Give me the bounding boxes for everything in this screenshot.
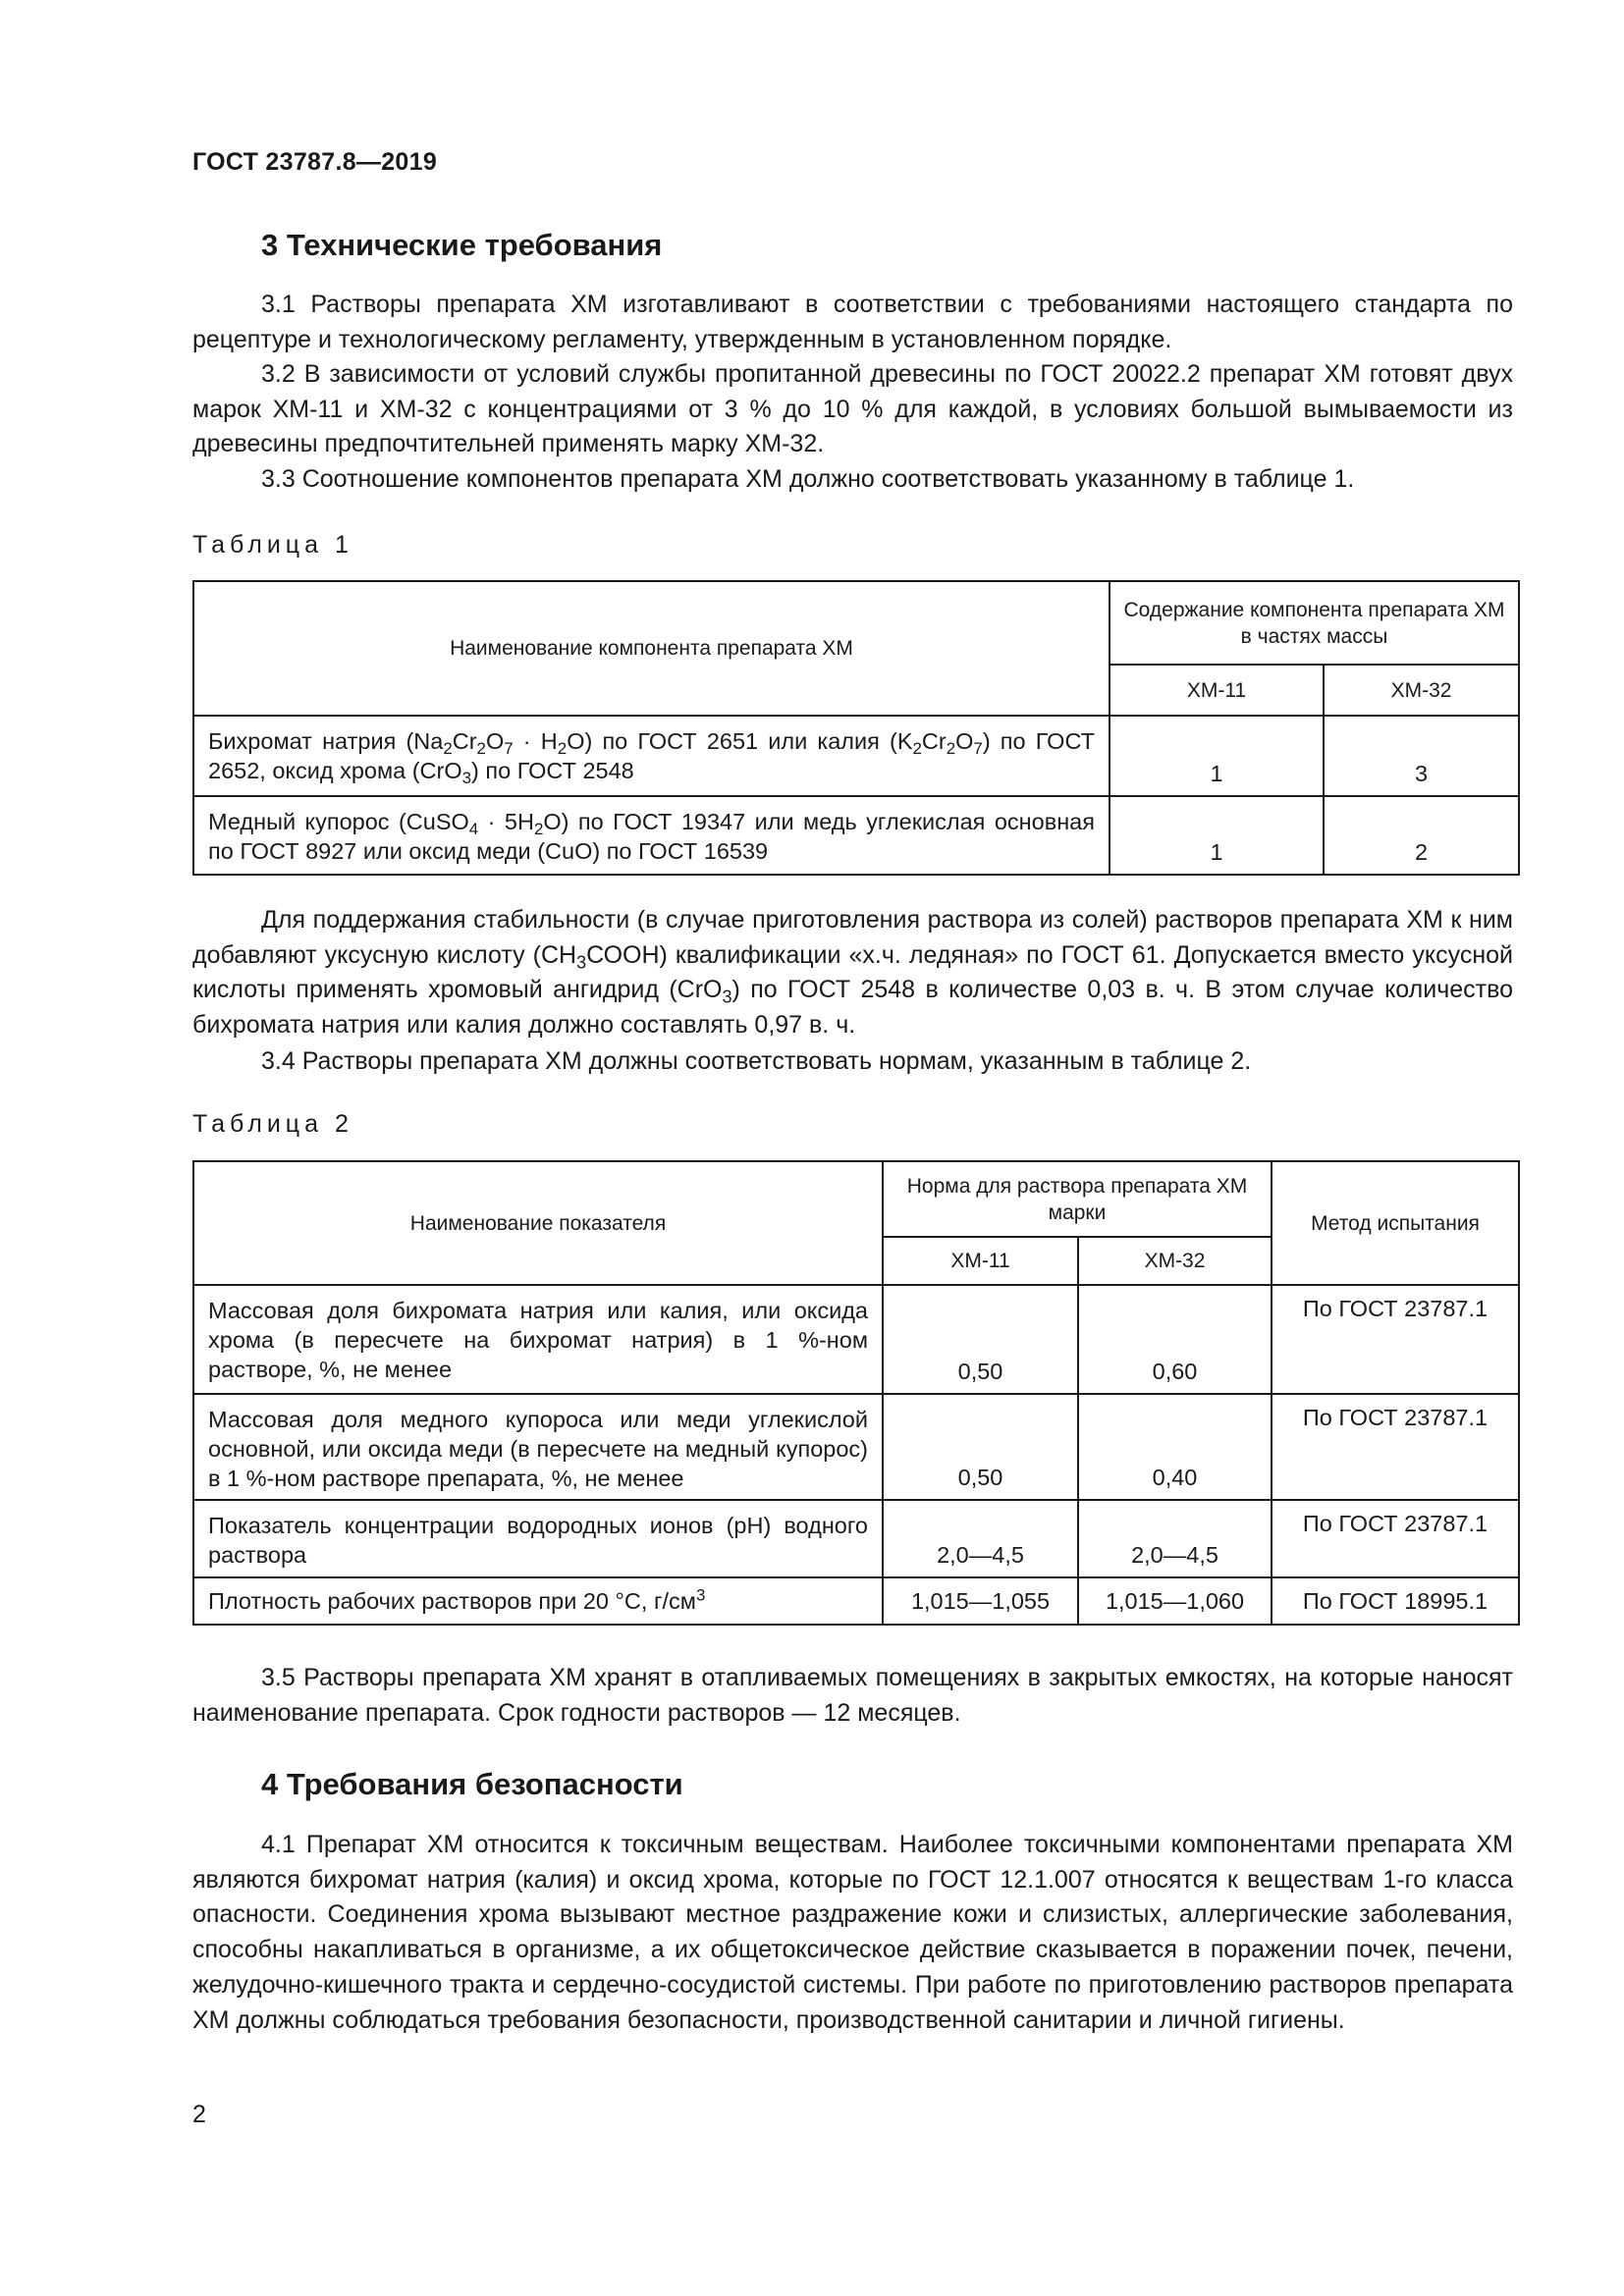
page-number: 2 bbox=[192, 2101, 206, 2128]
table-2-row-4-name: Плотность рабочих растворов при 20 °С, $г/см^3$ bbox=[193, 1577, 883, 1625]
table-1-row-1-xm32: 3 bbox=[1324, 716, 1519, 796]
section-4-heading: 4 Требования безопасности bbox=[261, 1767, 683, 1801]
table-1-caption: Таблица 1 bbox=[192, 531, 353, 559]
table-1-col-xm32: ХМ-32 bbox=[1324, 665, 1519, 716]
paragraph-stabilization: Для поддержания стабильности (в случае приготовления раствора из солей) растворов препарата ХМ к ним добавляют уксусную кислоту $(СН_3СООН)$ квалификации «х.ч. ледяная» по ГОСТ 61. Допускается вместо уксусной кислоты применять хромовый ангидрид (CrO$_3$) по ГОСТ 2548 в количестве 0,03 в. ч. В этом случае количество бихромата натрия или калия должно составлять 0,97 в. ч. bbox=[192, 906, 1514, 1040]
table-2-row-3-name: Показатель концентрации водородных ионов (pH) водного раствора bbox=[193, 1500, 883, 1577]
table-2-row-2-xm32: 0,40 bbox=[1078, 1394, 1272, 1500]
table-2-row-4-method: По ГОСТ 18995.1 bbox=[1272, 1577, 1519, 1625]
table-1-header-name: Наименование компонента препарата ХМ bbox=[193, 581, 1110, 716]
paragraph-3-3: 3.3 Соотношение компонентов препарата ХМ должно соответствовать указанному в таблице 1. bbox=[261, 465, 1355, 493]
table-2-col-xm11: ХМ-11 bbox=[883, 1237, 1078, 1285]
table-2-row-3-xm32: 2,0—4,5 bbox=[1078, 1500, 1272, 1577]
table-1 bbox=[192, 580, 1520, 876]
table-2-col-xm32: ХМ-32 bbox=[1078, 1237, 1272, 1285]
table-2-row-2-method: По ГОСТ 23787.1 bbox=[1272, 1394, 1519, 1500]
table-1-row-2-xm32: 2 bbox=[1324, 796, 1519, 875]
table-2-row-2-name: Массовая доля медного купороса или меди углекислой основной, или оксида меди (в пересчете на медный купорос) в 1 %-ном растворе препарата, %, не менее bbox=[193, 1394, 883, 1500]
table-1-header-content: Содержание компонента препарата ХМ в частях массы bbox=[1110, 581, 1519, 665]
table-1-row-1-name: Бихромат натрия $(Na_2Cr_2O_7 \cdot H_2O)$ по ГОСТ 2651 или калия $(K_2Cr_2O_7)$ по ГОСТ 2652, оксид хрома (CrO$_3$) по ГОСТ 2548 bbox=[193, 716, 1110, 796]
table-2-row-1-xm11: 0,50 bbox=[883, 1285, 1078, 1394]
table-1-col-xm11: ХМ-11 bbox=[1110, 665, 1324, 716]
paragraph-3-5: 3.5 Растворы препарата ХМ хранят в отапливаемых помещениях в закрытых емкостях, на которые наносят наименование препарата. Срок годности растворов — 12 месяцев. bbox=[192, 1664, 1513, 1727]
table-2-row-3-xm11: 2,0—4,5 bbox=[883, 1500, 1078, 1577]
table-2-row-3-method: По ГОСТ 23787.1 bbox=[1272, 1500, 1519, 1577]
table-2-caption: Таблица 2 bbox=[192, 1110, 353, 1138]
table-2-row-1-name: Массовая доля бихромата натрия или калия, или оксида хрома (в пересчете на бихромат натрия) в 1 %-ном растворе, %, не менее bbox=[193, 1285, 883, 1394]
table-1-row-2-xm11: 1 bbox=[1110, 796, 1324, 875]
paragraph-3-4: 3.4 Растворы препарата ХМ должны соответствовать нормам, указанным в таблице 2. bbox=[261, 1047, 1252, 1075]
table-1-row-2-name: Медный купорос (CuSO$_4$ · $5H_2O$) по ГОСТ 19347 или медь углекислая основная по ГОСТ 8927 или оксид меди (CuO) по ГОСТ 16539 bbox=[193, 796, 1110, 875]
table-2-header-norm: Норма для раствора препарата ХМ марки bbox=[883, 1161, 1272, 1237]
table-2-row-2-xm11: 0,50 bbox=[883, 1394, 1078, 1500]
document-id: ГОСТ 23787.8—2019 bbox=[192, 148, 438, 176]
paragraph-3-2: 3.2 В зависимости от условий службы пропитанной древесины по ГОСТ 20022.2 препарат ХМ готовят двух марок ХМ-11 и ХМ-32 с концентрациями от 3 % до 10 % для каждой, в условиях большой вымываемости из древесины предпочтительней применять марку ХМ-32. bbox=[192, 360, 1513, 458]
table-2-header-method: Метод испытания bbox=[1272, 1161, 1519, 1285]
table-2-row-1-method: По ГОСТ 23787.1 bbox=[1272, 1285, 1519, 1394]
paragraph-4-1: 4.1 Препарат ХМ относится к токсичным веществам. Наиболее токсичными компонентами препарата ХМ являются бихромат натрия (калия) и оксид хрома, которые по ГОСТ 12.1.007 относятся к веществам 1-го класса опасности. Соединения хрома вызывают местное раздражение кожи и слизистых, аллергические заболевания, способны накапливаться в организме, а их общетоксическое действие сказывается в поражении почек, печени, желудочно-кишечного тракта и сердечно-сосудистой системы. При работе по приготовлению растворов препарата ХМ должны соблюдаться требования безопасности, производственной санитарии и личной гигиены. bbox=[192, 1831, 1513, 2034]
table-2-row-4-xm11: 1,015—1,055 bbox=[883, 1577, 1078, 1625]
table-2-row-4-xm32: 1,015—1,060 bbox=[1078, 1577, 1272, 1625]
table-1-row-1-xm11: 1 bbox=[1110, 716, 1324, 796]
table-2-header-name: Наименование показателя bbox=[193, 1161, 883, 1285]
section-3-heading: 3 Технические требования bbox=[261, 228, 663, 262]
paragraph-3-1: 3.1 Растворы препарата ХМ изготавливают в соответствии с требованиями настоящего стандарта по рецептуре и технологическому регламенту, утвержденным в установленном порядке. bbox=[192, 291, 1513, 353]
table-2-row-1-xm32: 0,60 bbox=[1078, 1285, 1272, 1394]
table-2 bbox=[192, 1160, 1520, 1626]
